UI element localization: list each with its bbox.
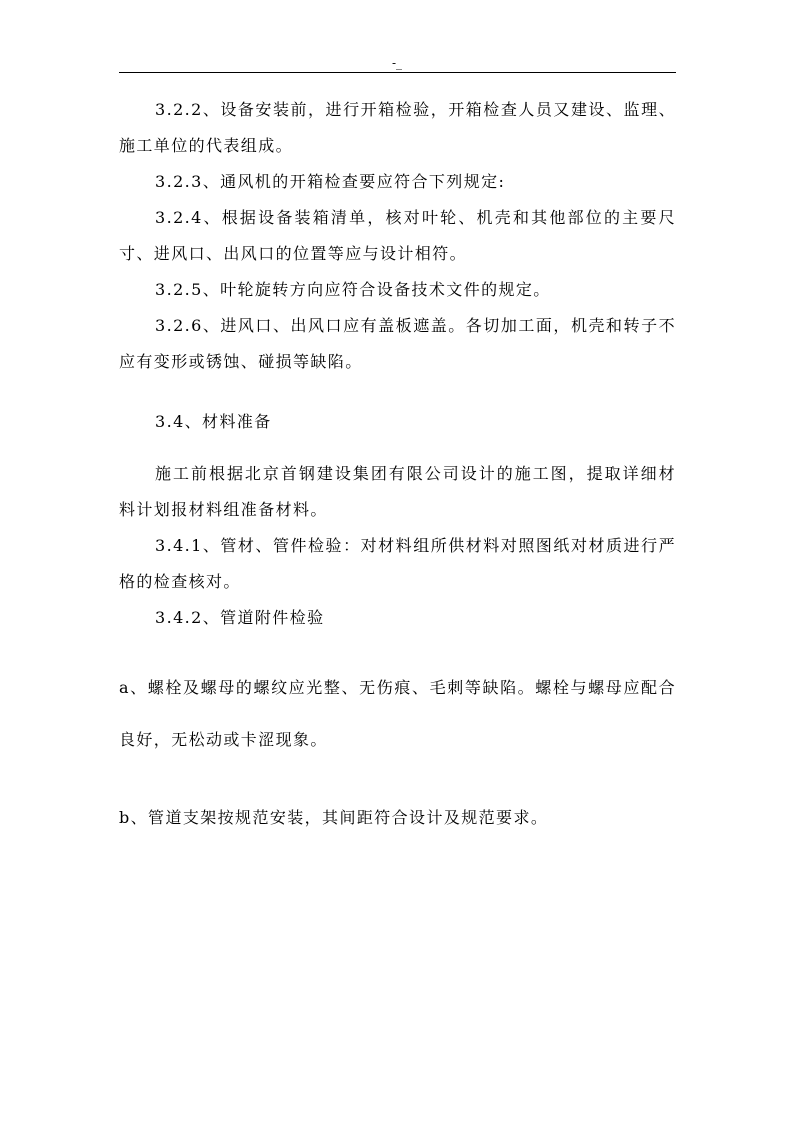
- clause-3-2-4: 3.2.4、根据设备装箱清单，核对叶轮、机壳和其他部位的主要尺寸、进风口、出风口的位置等应与设计相符。: [119, 208, 676, 263]
- list-item-a: a、螺栓及螺母的螺纹应光整、无伤痕、毛刺等缺陷。螺栓与螺母应配合良好，无松动或卡涩现象。: [119, 678, 676, 749]
- clause-3-2-5: 3.2.5、叶轮旋转方向应符合设备技术文件的规定。: [155, 280, 551, 299]
- list-item-b: b、管道支架按规范安装，其间距符合设计及规范要求。: [119, 808, 549, 827]
- clause-3-2-3: 3.2.3、通风机的开箱检查要应符合下列规定:: [155, 172, 506, 191]
- clause-3-4-2: 3.4.2、管道附件检验: [155, 608, 325, 627]
- clause-3-2-6: 3.2.6、进风口、出风口应有盖板遮盖。各切加工面，机壳和转子不应有变形或锈蚀、碰损等缺陷。: [119, 316, 676, 371]
- section-heading-3-4: 3.4、材料准备: [155, 412, 272, 431]
- materials-intro: 施工前根据北京首钢建设集团有限公司设计的施工图，提取详细材料计划报材料组准备材料。: [119, 464, 676, 519]
- page-header-mark: -_: [391, 56, 403, 70]
- clause-3-4-1: 3.4.1、管材、管件检验：对材料组所供材料对照图纸对材质进行严格的检查核对。: [119, 536, 676, 591]
- document-body: [119, 92, 676, 844]
- clause-3-2-2: 3.2.2、设备安装前，进行开箱检验，开箱检查人员又建设、监理、施工单位的代表组成。: [119, 100, 676, 155]
- header-rule: [119, 72, 676, 73]
